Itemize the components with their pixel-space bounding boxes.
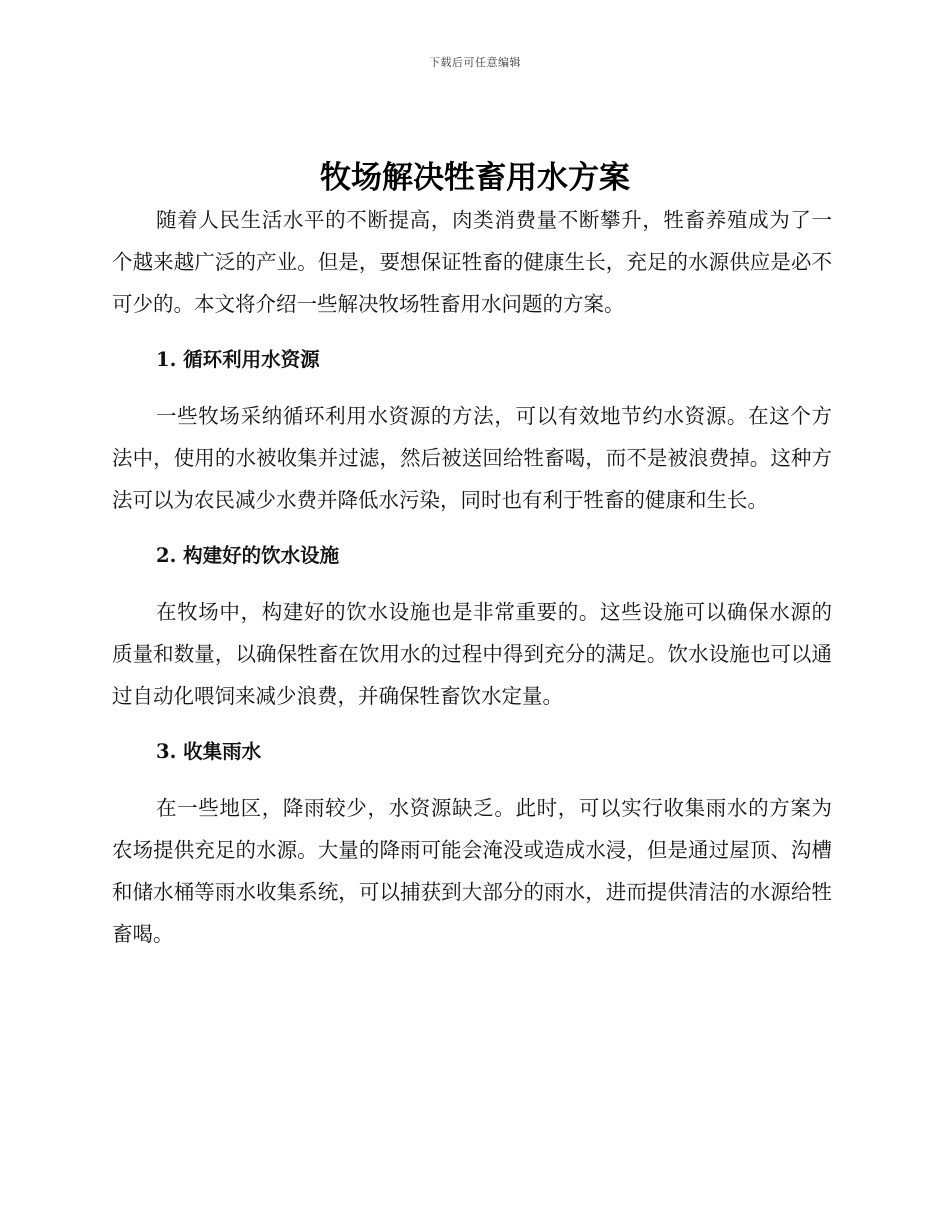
section-body-2: 在牧场中，构建好的饮水设施也是非常重要的。这些设施可以确保水源的质量和数量，以确保牲畜在饮用水的过程中得到充分的满足。饮水设施也可以通过自动化喂饲来减少浪费，并确保牲畜饮水定量。 bbox=[112, 600, 832, 708]
document-body bbox=[112, 199, 832, 955]
intro-paragraph: 随着人民生活水平的不断提高，肉类消费量不断攀升，牲畜养殖成为了一个越来越广泛的产业。但是，要想保证牲畜的健康生长，充足的水源供应是必不可少的。本文将介绍一些解决牧场牲畜用水问题的方案。 bbox=[112, 208, 832, 316]
section-heading-3: 3. 收集雨水 bbox=[156, 740, 262, 763]
header-note: 下载后可任意编辑 bbox=[429, 56, 521, 69]
section-body-1: 一些牧场采纳循环利用水资源的方法，可以有效地节约水资源。在这个方法中，使用的水被收集并过滤，然后被送回给牲畜喝，而不是被浪费掉。这种方法可以为农民减少水费并降低水污染，同时也有利于牲畜的健康和生长。 bbox=[112, 404, 832, 512]
section-body-3: 在一些地区，降雨较少，水资源缺乏。此时，可以实行收集雨水的方案为农场提供充足的水源。大量的降雨可能会淹没或造成水浸，但是通过屋顶、沟槽和储水桶等雨水收集系统，可以捕获到大部分的雨水，进而提供清洁的水源给牲畜喝。 bbox=[112, 796, 832, 946]
document-title: 牧场解决牲畜用水方案 bbox=[320, 160, 630, 196]
section-heading-1: 1. 循环利用水资源 bbox=[156, 348, 320, 371]
section-heading-2: 2. 构建好的饮水设施 bbox=[156, 544, 340, 567]
